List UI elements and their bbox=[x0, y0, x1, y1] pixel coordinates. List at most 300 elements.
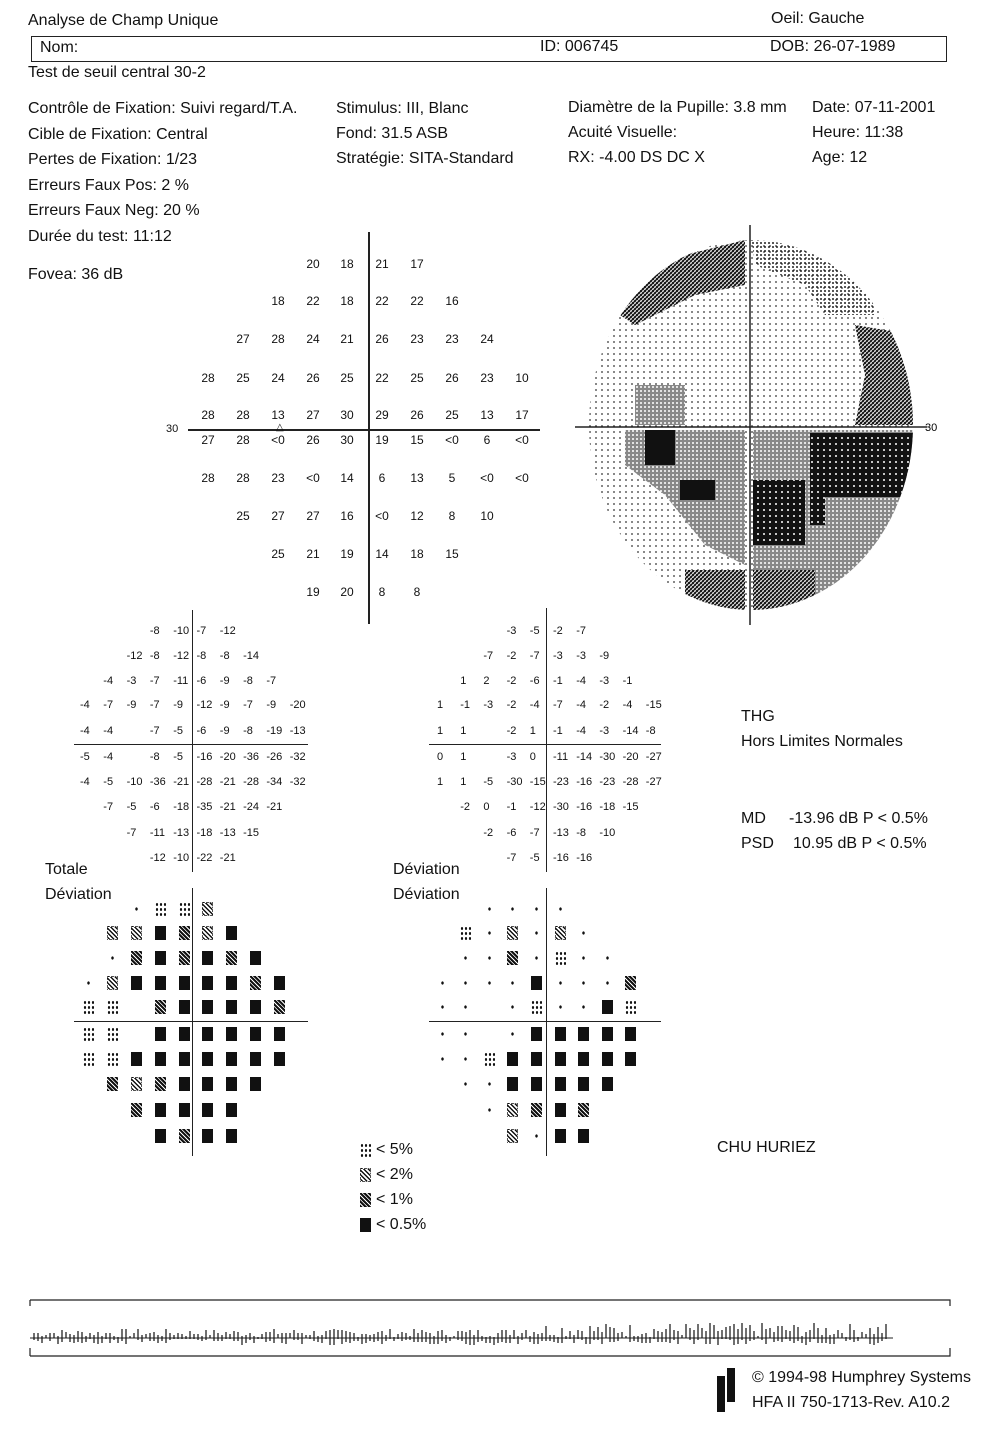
threshold-value: 21 bbox=[375, 257, 389, 271]
threshold-value: 8 bbox=[378, 585, 386, 599]
threshold-value: 23 bbox=[271, 471, 285, 485]
probability-symbol-p2 bbox=[202, 902, 213, 916]
probability-symbol-p2 bbox=[507, 1129, 518, 1143]
threshold-value: 6 bbox=[483, 433, 491, 447]
total_deviation-value: -16 bbox=[196, 751, 213, 763]
axis-label-right: 30 bbox=[925, 422, 938, 434]
threshold-value: 13 bbox=[271, 408, 285, 422]
pattern_deviation-value: -30 bbox=[553, 801, 569, 813]
col4-line: Date: 07-11-2001 bbox=[812, 99, 936, 116]
total_deviation-value: -4 bbox=[80, 725, 90, 737]
probability-symbol-p05 bbox=[202, 1052, 213, 1066]
probability-symbol-p05 bbox=[202, 1000, 213, 1014]
total_deviation-value: -20 bbox=[289, 699, 306, 711]
report-title: Analyse de Champ Unique bbox=[28, 12, 219, 29]
probability-symbol-p05 bbox=[274, 1027, 285, 1041]
pattern_deviation-value: 0 bbox=[437, 751, 444, 763]
total_deviation-value: -18 bbox=[196, 827, 213, 839]
probability-symbol-dot bbox=[107, 951, 118, 965]
total_deviation-value: -28 bbox=[243, 776, 259, 788]
total_deviation-value: -9 bbox=[219, 725, 230, 737]
total_deviation-value: -5 bbox=[173, 725, 183, 737]
total_deviation-value: -28 bbox=[196, 776, 213, 788]
pattern_deviation-value: -1 bbox=[460, 699, 470, 711]
pattern_deviation-value: -7 bbox=[576, 625, 586, 637]
total_deviation-value: -8 bbox=[149, 751, 160, 763]
col3-line: Acuité Visuelle: bbox=[568, 124, 678, 141]
total-deviation-label: Déviation bbox=[45, 886, 112, 903]
total_deviation-value: -7 bbox=[149, 699, 160, 711]
total_deviation-value: -21 bbox=[219, 776, 236, 788]
threshold-value: 15 bbox=[445, 547, 459, 561]
pattern_deviation-value: 1 bbox=[437, 699, 444, 711]
pattern_deviation-value: -5 bbox=[529, 852, 540, 864]
probability-symbol-p2 bbox=[131, 926, 142, 940]
pattern_deviation-value: -8 bbox=[645, 725, 656, 737]
probability-symbol-p05 bbox=[555, 1103, 566, 1117]
pattern_deviation-value: -30 bbox=[506, 776, 523, 788]
probability-symbol-p05 bbox=[202, 951, 213, 965]
threshold-value: 22 bbox=[375, 371, 389, 385]
threshold-value: 22 bbox=[375, 294, 389, 308]
total_deviation-value: -7 bbox=[196, 625, 207, 637]
col1-line: Erreurs Faux Neg: 20 % bbox=[28, 202, 200, 219]
probability-symbol-p5 bbox=[460, 926, 471, 940]
probability-symbol-p05 bbox=[226, 1027, 237, 1041]
pattern_deviation-value: 1 bbox=[437, 776, 444, 788]
pattern_deviation-value: -12 bbox=[529, 801, 546, 813]
total_deviation-value: -7 bbox=[103, 699, 114, 711]
probability-symbol-p05 bbox=[226, 1129, 237, 1143]
probability-symbol-p05 bbox=[202, 1077, 213, 1091]
probability-symbol-dot bbox=[484, 1077, 495, 1091]
pattern-deviation-label: Déviation bbox=[393, 886, 460, 903]
threshold-value: 19 bbox=[340, 547, 354, 561]
probability-symbol-p05 bbox=[602, 1077, 613, 1091]
probability-symbol-dot bbox=[437, 1052, 448, 1066]
threshold-value: 26 bbox=[306, 433, 320, 447]
total_deviation-value: -14 bbox=[243, 650, 259, 662]
total_deviation-value: -13 bbox=[289, 725, 306, 737]
pattern_deviation-value: 2 bbox=[483, 675, 490, 687]
probability-symbol-dot bbox=[437, 976, 448, 990]
probability-symbol-dot bbox=[484, 976, 495, 990]
probability-symbol-p05 bbox=[250, 1000, 261, 1014]
pattern_deviation-value: -18 bbox=[599, 801, 616, 813]
probability-symbol-p05 bbox=[131, 976, 142, 990]
axis-label-left: 30 bbox=[166, 423, 179, 435]
total_deviation-value: -5 bbox=[173, 751, 183, 763]
probability-symbol-p5 bbox=[83, 1027, 94, 1041]
ght-label: THG bbox=[741, 708, 775, 725]
total_deviation-value: -34 bbox=[266, 776, 283, 788]
threshold-value: 23 bbox=[480, 371, 494, 385]
probability-symbol-p2 bbox=[107, 926, 118, 940]
humphrey-logo bbox=[717, 1368, 737, 1412]
probability-symbol-p05 bbox=[625, 1052, 636, 1066]
eye-label: Oeil: Gauche bbox=[771, 10, 865, 27]
threshold-value: 20 bbox=[340, 585, 354, 599]
pattern_deviation-value: 1 bbox=[437, 725, 444, 737]
probability-symbol-p05 bbox=[555, 1077, 566, 1091]
pattern_deviation-value: -7 bbox=[553, 699, 563, 711]
threshold-value: 16 bbox=[445, 294, 459, 308]
total_deviation-value: -8 bbox=[219, 650, 230, 662]
md-label: MD bbox=[741, 810, 766, 827]
total_deviation-value: -22 bbox=[196, 852, 213, 864]
total_deviation-value: -6 bbox=[196, 725, 207, 737]
probability-symbol-p05 bbox=[531, 1077, 542, 1091]
threshold-value: 22 bbox=[306, 294, 320, 308]
probability-symbol-dot bbox=[83, 976, 94, 990]
pattern_deviation-value: -16 bbox=[576, 801, 593, 813]
threshold-value: 28 bbox=[236, 433, 250, 447]
pattern_deviation-value: -2 bbox=[599, 699, 610, 711]
probability-symbol-p1 bbox=[250, 976, 261, 990]
probability-symbol-p2 bbox=[107, 976, 118, 990]
total_deviation-value: -9 bbox=[173, 699, 183, 711]
pattern_deviation-value: -16 bbox=[576, 852, 593, 864]
pattern_deviation-value: 1 bbox=[460, 751, 467, 763]
pattern_deviation-value: -2 bbox=[483, 827, 494, 839]
threshold-value: <0 bbox=[375, 509, 389, 523]
probability-symbol-p05 bbox=[507, 1052, 518, 1066]
probability-symbol-p05 bbox=[179, 976, 190, 990]
probability-symbol-p5 bbox=[107, 1000, 118, 1014]
pattern_deviation-value: -16 bbox=[576, 776, 593, 788]
threshold-value: 24 bbox=[271, 371, 285, 385]
total_deviation-value: -19 bbox=[266, 725, 283, 737]
probability-symbol-p05 bbox=[531, 976, 542, 990]
probability-symbol-p05 bbox=[202, 1129, 213, 1143]
pattern_deviation-value: -23 bbox=[553, 776, 569, 788]
total_deviation-value: -8 bbox=[196, 650, 207, 662]
probability-symbol-p05 bbox=[179, 1052, 190, 1066]
pattern_deviation-value: -1 bbox=[622, 675, 633, 687]
probability-symbol-p05 bbox=[131, 1052, 142, 1066]
pattern_deviation-value: -2 bbox=[506, 675, 517, 687]
probability-symbol-dot bbox=[555, 1000, 566, 1014]
ght-result: Hors Limites Normales bbox=[741, 733, 903, 750]
threshold-value: 12 bbox=[410, 509, 424, 523]
probability-symbol-p05 bbox=[625, 1027, 636, 1041]
probability-symbol-dot bbox=[507, 976, 518, 990]
pattern_deviation-value: -20 bbox=[622, 751, 639, 763]
total_deviation-value: -12 bbox=[173, 650, 190, 662]
pattern_deviation-value: -7 bbox=[529, 827, 540, 839]
pattern_deviation-value: 1 bbox=[460, 776, 467, 788]
probability-symbol-p05 bbox=[155, 1027, 166, 1041]
total_deviation-value: -8 bbox=[149, 625, 160, 637]
probability-symbol-p5 bbox=[625, 1000, 636, 1014]
probability-symbol-p1 bbox=[131, 1103, 142, 1117]
probability-symbol-dot bbox=[484, 902, 495, 916]
total_deviation-value: -10 bbox=[173, 625, 190, 637]
pattern_deviation-value: -3 bbox=[576, 650, 586, 662]
pattern_deviation-value: -2 bbox=[506, 650, 517, 662]
probability-symbol-p5 bbox=[83, 1000, 94, 1014]
threshold-value: 24 bbox=[306, 332, 320, 346]
pattern_deviation-value: -11 bbox=[553, 751, 569, 763]
threshold-value: 27 bbox=[306, 408, 320, 422]
probability-symbol-p2 bbox=[555, 926, 566, 940]
probability-symbol-p05 bbox=[226, 1052, 237, 1066]
pattern_deviation-value: 1 bbox=[460, 725, 467, 737]
probability-symbol-p05 bbox=[274, 1052, 285, 1066]
probability-symbol-dot bbox=[460, 951, 471, 965]
total_deviation-value: -7 bbox=[103, 801, 114, 813]
probability-symbol-p05 bbox=[155, 926, 166, 940]
probability-symbol-p1 bbox=[226, 951, 237, 965]
pattern_deviation-value: -2 bbox=[553, 625, 563, 637]
pattern_deviation-value: -15 bbox=[529, 776, 546, 788]
probability-symbol-p05 bbox=[578, 1129, 589, 1143]
threshold-value: 21 bbox=[340, 332, 354, 346]
total_deviation-value: -5 bbox=[126, 801, 137, 813]
total_deviation-value: -32 bbox=[289, 751, 306, 763]
pattern_deviation-value: -5 bbox=[529, 625, 540, 637]
probability-symbol-dot bbox=[531, 926, 542, 940]
probability-symbol-p5 bbox=[484, 1052, 495, 1066]
pattern_deviation-value: -2 bbox=[460, 801, 470, 813]
probability-symbol-p1 bbox=[274, 1000, 285, 1014]
threshold-value: 6 bbox=[378, 471, 386, 485]
probability-symbol-p05 bbox=[602, 1000, 613, 1014]
threshold-value: 26 bbox=[445, 371, 459, 385]
probability-symbol-p05 bbox=[155, 951, 166, 965]
pattern_deviation-value: -15 bbox=[622, 801, 639, 813]
legend-symbol-p5 bbox=[360, 1143, 371, 1157]
probability-symbol-p05 bbox=[602, 1052, 613, 1066]
total_deviation-value: -7 bbox=[149, 725, 160, 737]
institution-name: CHU HURIEZ bbox=[717, 1139, 816, 1156]
md-value: -13.96 dB P < 0.5% bbox=[789, 810, 928, 827]
total_deviation-value: -9 bbox=[219, 675, 230, 687]
pattern_deviation-value: -16 bbox=[553, 852, 569, 864]
probability-symbol-p05 bbox=[226, 1077, 237, 1091]
threshold-value: 28 bbox=[236, 471, 250, 485]
probability-symbol-p05 bbox=[507, 1077, 518, 1091]
probability-symbol-p05 bbox=[179, 1077, 190, 1091]
tp-horizontal-axis bbox=[74, 1021, 308, 1022]
pattern_deviation-value: -30 bbox=[599, 751, 616, 763]
pattern_deviation-value: -3 bbox=[599, 725, 610, 737]
pattern_deviation-value: -2 bbox=[506, 725, 517, 737]
probability-symbol-p5 bbox=[155, 902, 166, 916]
probability-symbol-p1 bbox=[179, 926, 190, 940]
probability-symbol-p05 bbox=[226, 1103, 237, 1117]
threshold-value: <0 bbox=[445, 433, 459, 447]
pattern_deviation-value: 0 bbox=[529, 751, 536, 763]
threshold-value: 14 bbox=[375, 547, 389, 561]
probability-symbol-p05 bbox=[274, 976, 285, 990]
probability-symbol-p2 bbox=[202, 926, 213, 940]
probability-symbol-p1 bbox=[179, 951, 190, 965]
total_deviation-value: -4 bbox=[103, 675, 114, 687]
pattern_deviation-value: -27 bbox=[645, 776, 662, 788]
threshold-value: <0 bbox=[306, 471, 320, 485]
threshold-value: 24 bbox=[480, 332, 494, 346]
probability-symbol-dot bbox=[484, 926, 495, 940]
pattern_deviation-value: -4 bbox=[576, 699, 586, 711]
pattern_deviation-value: -6 bbox=[529, 675, 540, 687]
legend-label: < 0.5% bbox=[376, 1216, 427, 1233]
threshold-value: 21 bbox=[306, 547, 320, 561]
probability-symbol-dot bbox=[460, 1000, 471, 1014]
threshold-value: 10 bbox=[480, 509, 494, 523]
probability-symbol-dot bbox=[507, 1000, 518, 1014]
col1-line: Cible de Fixation: Central bbox=[28, 125, 208, 143]
threshold-value: 28 bbox=[236, 408, 250, 422]
pp-horizontal-axis bbox=[429, 1021, 661, 1022]
col4-line: Age: 12 bbox=[812, 149, 868, 166]
pattern-label: Déviation bbox=[393, 861, 460, 878]
probability-symbol-p2 bbox=[131, 1077, 142, 1091]
pattern_deviation-value: -9 bbox=[599, 650, 610, 662]
pattern_deviation-value: -7 bbox=[529, 650, 540, 662]
threshold-value: 26 bbox=[306, 371, 320, 385]
total_deviation-value: -21 bbox=[219, 801, 236, 813]
pattern_deviation-value: -4 bbox=[622, 699, 633, 711]
total_deviation-value: -36 bbox=[149, 776, 166, 788]
total_deviation-value: -7 bbox=[149, 675, 160, 687]
col1-line: Contrôle de Fixation: Suivi regard/T.A. bbox=[28, 100, 298, 117]
probability-symbol-p05 bbox=[226, 1000, 237, 1014]
threshold-value: 27 bbox=[236, 332, 250, 346]
total_deviation-value: -8 bbox=[149, 650, 160, 662]
probability-symbol-p05 bbox=[602, 1027, 613, 1041]
col1-line: Pertes de Fixation: 1/23 bbox=[28, 151, 197, 168]
probability-symbol-dot bbox=[507, 902, 518, 916]
grayscale-map bbox=[575, 225, 938, 625]
threshold-value: 30 bbox=[340, 408, 354, 422]
model-text: HFA II 750-1713-Rev. A10.2 bbox=[752, 1394, 951, 1411]
pattern_deviation-value: -1 bbox=[553, 725, 563, 737]
pattern_deviation-value: -7 bbox=[483, 650, 494, 662]
probability-symbol-p1 bbox=[131, 951, 142, 965]
total_deviation-value: -8 bbox=[243, 725, 253, 737]
threshold-value: 8 bbox=[413, 585, 421, 599]
threshold-value: 26 bbox=[375, 332, 389, 346]
pattern_deviation-value: -1 bbox=[506, 801, 517, 813]
threshold-value: 5 bbox=[448, 471, 456, 485]
total_deviation-value: -9 bbox=[266, 699, 277, 711]
threshold-value: 25 bbox=[236, 371, 250, 385]
pattern_deviation-value: -10 bbox=[599, 827, 616, 839]
threshold-value: 25 bbox=[445, 408, 459, 422]
threshold-value: 13 bbox=[410, 471, 424, 485]
threshold-value: 15 bbox=[410, 433, 424, 447]
total_deviation-value: -5 bbox=[80, 751, 90, 763]
probability-symbol-p1 bbox=[625, 976, 636, 990]
probability-symbol-p05 bbox=[250, 951, 261, 965]
total_deviation-value: -11 bbox=[149, 827, 165, 839]
probability-symbol-p5 bbox=[179, 902, 190, 916]
probability-symbol-dot bbox=[484, 951, 495, 965]
threshold-value: 28 bbox=[201, 408, 215, 422]
probability-symbol-dot bbox=[460, 1077, 471, 1091]
total_deviation-value: -12 bbox=[196, 699, 213, 711]
total_deviation-value: -7 bbox=[243, 699, 253, 711]
threshold-value: 20 bbox=[306, 257, 320, 271]
vertical-axis bbox=[368, 232, 370, 624]
probability-symbol-p05 bbox=[155, 1129, 166, 1143]
threshold-value: 28 bbox=[271, 332, 285, 346]
probability-symbol-p1 bbox=[155, 1077, 166, 1091]
psd-label: PSD bbox=[741, 835, 774, 852]
probability-symbol-dot bbox=[484, 1103, 495, 1117]
threshold-value: 18 bbox=[340, 257, 354, 271]
total_deviation-value: -8 bbox=[243, 675, 253, 687]
threshold-value: 10 bbox=[515, 371, 529, 385]
total_deviation-value: -26 bbox=[266, 751, 283, 763]
probability-symbol-p1 bbox=[578, 1103, 589, 1117]
probability-symbol-p05 bbox=[202, 976, 213, 990]
col1-line: Erreurs Faux Pos: 2 % bbox=[28, 176, 189, 194]
threshold-value: 14 bbox=[340, 471, 354, 485]
total_deviation-value: -21 bbox=[219, 852, 236, 864]
pattern_deviation-value: -2 bbox=[506, 699, 517, 711]
probability-symbol-p05 bbox=[250, 1077, 261, 1091]
probability-symbol-p05 bbox=[179, 1103, 190, 1117]
threshold-value: 18 bbox=[340, 294, 354, 308]
test-name: Test de seuil central 30-2 bbox=[28, 64, 206, 81]
threshold-value: 18 bbox=[410, 547, 424, 561]
legend-label: < 2% bbox=[376, 1166, 413, 1183]
threshold-value: 26 bbox=[410, 408, 424, 422]
threshold-value: <0 bbox=[480, 471, 494, 485]
pattern_deviation-value: -8 bbox=[576, 827, 586, 839]
total_deviation-value: -10 bbox=[126, 776, 143, 788]
total-label: Totale bbox=[45, 861, 88, 878]
probability-symbol-dot bbox=[602, 976, 613, 990]
pattern_deviation-value: 1 bbox=[460, 675, 467, 687]
probability-symbol-dot bbox=[531, 902, 542, 916]
probability-symbol-dot bbox=[578, 951, 589, 965]
threshold-value: 23 bbox=[410, 332, 424, 346]
legend-label: < 1% bbox=[376, 1191, 413, 1208]
total_deviation-value: -20 bbox=[219, 751, 236, 763]
threshold-value: 30 bbox=[340, 433, 354, 447]
probability-symbol-p05 bbox=[578, 1027, 589, 1041]
probability-symbol-p5 bbox=[83, 1052, 94, 1066]
total_deviation-value: -4 bbox=[80, 776, 90, 788]
total_deviation-value: -13 bbox=[173, 827, 190, 839]
threshold-value: 29 bbox=[375, 408, 389, 422]
probability-symbol-p05 bbox=[155, 1103, 166, 1117]
threshold-value: 13 bbox=[480, 408, 494, 422]
probability-symbol-dot bbox=[131, 902, 142, 916]
probability-symbol-dot bbox=[437, 1027, 448, 1041]
total_deviation-value: -6 bbox=[196, 675, 207, 687]
probability-symbol-dot bbox=[460, 976, 471, 990]
total_deviation-value: -5 bbox=[103, 776, 114, 788]
legend-symbol-p05 bbox=[360, 1218, 371, 1232]
horizontal-axis bbox=[188, 429, 540, 431]
pattern_deviation-value: -3 bbox=[553, 650, 563, 662]
probability-symbol-p5 bbox=[107, 1027, 118, 1041]
probability-symbol-p05 bbox=[555, 1027, 566, 1041]
total_deviation-value: -7 bbox=[266, 675, 277, 687]
legend-label: < 5% bbox=[376, 1141, 413, 1158]
total_deviation-value: -7 bbox=[126, 827, 137, 839]
threshold-value: 19 bbox=[306, 585, 320, 599]
probability-symbol-p05 bbox=[226, 976, 237, 990]
probability-symbol-p1 bbox=[531, 1103, 542, 1117]
probability-symbol-dot bbox=[555, 902, 566, 916]
probability-symbol-p05 bbox=[202, 1103, 213, 1117]
pattern_deviation-value: -4 bbox=[576, 725, 586, 737]
